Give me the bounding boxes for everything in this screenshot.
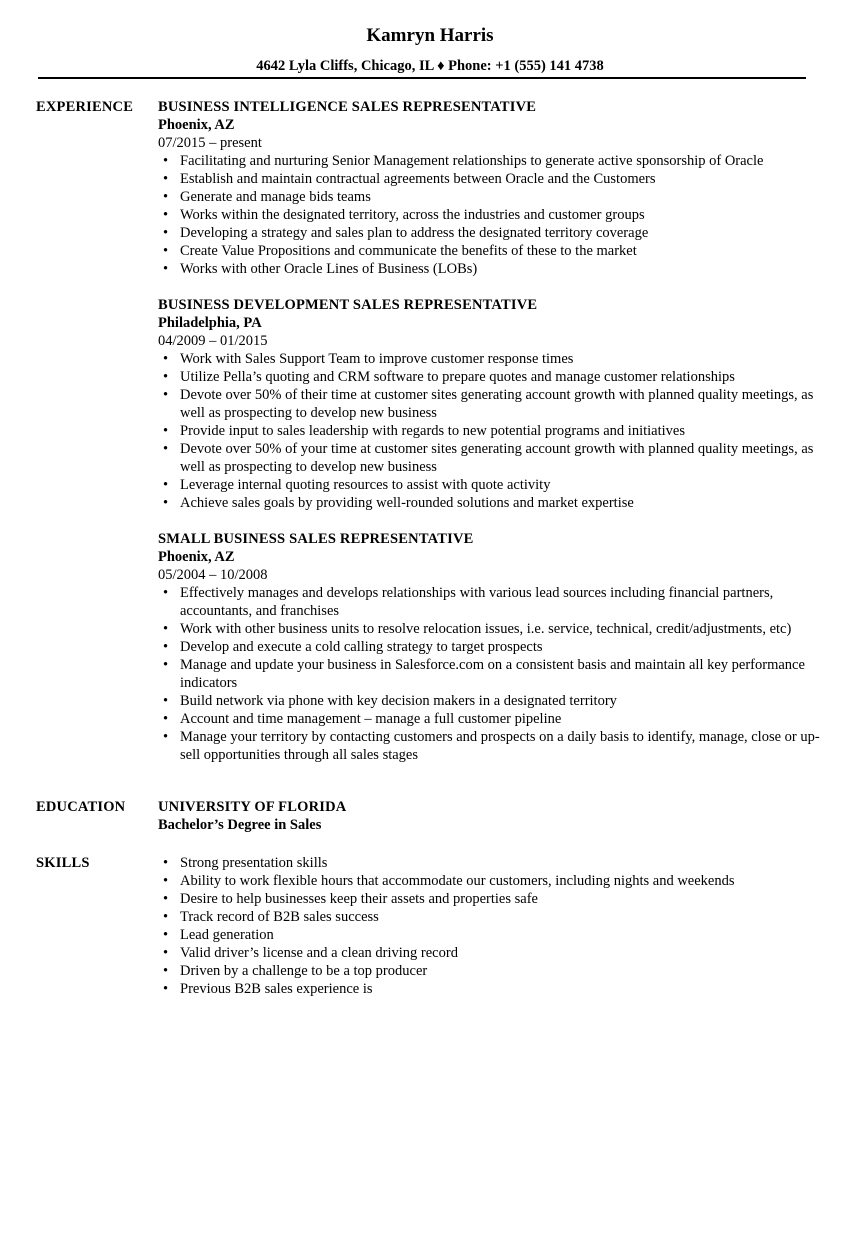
bullet-item: • Develop and execute a cold calling strategy to target prospects [158, 638, 828, 656]
job-location: Philadelphia, PA [158, 315, 262, 331]
job-entry [158, 98, 828, 278]
bullet-item: • Create Value Propositions and communicate the benefits of these to the market [158, 242, 828, 260]
bullet-item: • Account and time management – manage a full customer pipeline [158, 710, 828, 728]
bullet-item: • Effectively manages and develops relationships with various lead sources including financial partners, accountants, and franchises [158, 584, 828, 620]
job-location: Phoenix, AZ [158, 117, 235, 133]
bullet-item: • Work with other business units to resolve relocation issues, i.e. service, technical, credit/adjustments, etc) [158, 620, 828, 638]
skill-item: • Driven by a challenge to be a top producer [158, 962, 828, 980]
experience-list [158, 98, 828, 782]
education-heading: EDUCATION [36, 799, 126, 815]
job-entry [158, 296, 828, 512]
bullet-item: • Works within the designated territory, across the industries and customer groups [158, 206, 828, 224]
skill-item: • Ability to work flexible hours that accommodate our customers, including nights and weekends [158, 872, 828, 890]
bullet-item: • Achieve sales goals by providing well-rounded solutions and market expertise [158, 494, 828, 512]
experience-heading: EXPERIENCE [36, 99, 134, 115]
bullet-item: • Works with other Oracle Lines of Business (LOBs) [158, 260, 828, 278]
job-dates: 04/2009 – 01/2015 [158, 333, 268, 349]
bullet-item: • Provide input to sales leadership with regards to new potential programs and initiatives [158, 422, 828, 440]
bullet-item: • Work with Sales Support Team to improve customer response times [158, 350, 828, 368]
school-name: UNIVERSITY OF FLORIDA [158, 799, 347, 815]
bullet-item: • Generate and manage bids teams [158, 188, 828, 206]
job-bullets [158, 350, 828, 512]
header-divider [38, 77, 806, 79]
bullet-item: • Devote over 50% of your time at customer sites generating account growth with planned quality meetings, as well as prospecting to develop new business [158, 440, 828, 476]
skills-list [158, 854, 828, 998]
bullet-item: • Devote over 50% of their time at customer sites generating account growth with planned quality meetings, as well as prospecting to develop new business [158, 386, 828, 422]
degree-name: Bachelor’s Degree in Sales [158, 817, 322, 833]
skill-item: • Valid driver’s license and a clean driving record [158, 944, 828, 962]
bullet-item: • Developing a strategy and sales plan to address the designated territory coverage [158, 224, 828, 242]
bullet-item: • Establish and maintain contractual agreements between Oracle and the Customers [158, 170, 828, 188]
education-body [158, 798, 828, 834]
bullet-item: • Facilitating and nurturing Senior Management relationships to generate active sponsorship of Oracle [158, 152, 828, 170]
bullet-item: • Utilize Pella’s quoting and CRM software to prepare quotes and manage customer relationships [158, 368, 828, 386]
skills-heading: SKILLS [36, 855, 90, 871]
bullet-item: • Manage and update your business in Salesforce.com on a consistent basis and maintain all key performance indicators [158, 656, 828, 692]
job-title: BUSINESS DEVELOPMENT SALES REPRESENTATIVE [158, 297, 538, 313]
skill-item: • Previous B2B sales experience is [158, 980, 828, 998]
job-location: Phoenix, AZ [158, 549, 235, 565]
skill-item: • Track record of B2B sales success [158, 908, 828, 926]
job-bullets [158, 152, 828, 278]
contact-line: 4642 Lyla Cliffs, Chicago, IL ♦ Phone: +1 (555) 141 4738 [256, 58, 604, 74]
skills-body [158, 854, 828, 998]
skill-item: • Lead generation [158, 926, 828, 944]
skill-item: • Desire to help businesses keep their assets and properties safe [158, 890, 828, 908]
job-bullets [158, 584, 828, 764]
candidate-name: Kamryn Harris [366, 25, 494, 46]
bullet-item: • Leverage internal quoting resources to assist with quote activity [158, 476, 828, 494]
job-dates: 07/2015 – present [158, 135, 262, 151]
bullet-item: • Build network via phone with key decision makers in a designated territory [158, 692, 828, 710]
job-title: BUSINESS INTELLIGENCE SALES REPRESENTATIVE [158, 99, 537, 115]
job-dates: 05/2004 – 10/2008 [158, 567, 268, 583]
bullet-item: • Manage your territory by contacting customers and prospects on a daily basis to identify, manage, close or up-sell opportunities through all sales stages [158, 728, 828, 764]
skill-item: • Strong presentation skills [158, 854, 828, 872]
job-title: SMALL BUSINESS SALES REPRESENTATIVE [158, 531, 474, 547]
job-entry [158, 530, 828, 764]
